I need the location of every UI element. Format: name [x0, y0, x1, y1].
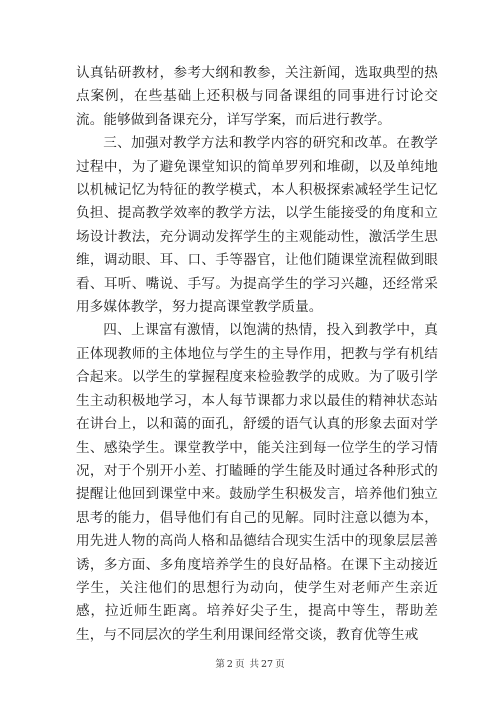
footer-prefix: 第 — [215, 659, 225, 670]
footer-total-pages: 27 — [261, 659, 274, 670]
document-body — [76, 62, 438, 647]
paragraph-2: 三、加强对教学方法和教学内容的研究和改革。在教学过程中，为了避免课堂知识的简单罗列和堆砌，以及单纯地以机械记忆为特征的教学模式，本人积极探索减轻学生记忆负担、提高教学效率的教学方法，以学生能接受的角度和立场设计教法，充分调动发挥学生的主观能动性，激活学生思维，调动眼、耳、口、手等器官，让他们随课堂流程做到眼看、耳听、嘴说、手写。为提高学生的学习兴趣，还经常采用多媒体教学，努力提高课堂教学质量。 — [76, 135, 438, 316]
page-footer — [0, 656, 500, 670]
paragraph-3: 四、上课富有激情，以饱满的热情，投入到教学中，真正体现教师的主体地位与学生的主导作用，把教与学有机结合起来。以学生的掌握程度来检验教学的成败。为了吸引学生主动积极地学习，本人每节课都力求以最佳的精神状态站在讲台上，以和蔼的面孔，舒缓的语气认真的形象去面对学生、感染学生。课堂教学中，能关注到每一位学生的学习情况，对于个别开小差、打瞌睡的学生能及时通过各种形式的提醒让他回到课堂中来。鼓励学生积极发言，培养他们独立思考的能力，倡导他们有自己的见解。同时注意以德为本，用先进人物的高尚人格和品德结合现实生活中的现象层层善诱，多方面、多角度培养学生的良好品格。在课下主动接近学生，关注他们的思想行为动向，使学生对老师产生亲近感，拉近师生距离。培养好尖子生，提高中等生，帮助差生，与不同层次的学生利用课间经常交谈，教育优等生戒 — [76, 322, 438, 643]
footer-total-word: 共 — [249, 659, 259, 670]
footer-total-unit: 页 — [275, 659, 285, 670]
footer-page-unit: 页 — [234, 659, 245, 670]
paragraph-1: 认真钻研教材，参考大纲和教参，关注新闻，选取典型的热点案例，在些基础上还积极与同备课组的同事进行讨论交流。能够做到备课充分，详写学案，而后进行教学。 — [76, 65, 438, 128]
footer-current-page: 2 — [226, 659, 233, 670]
